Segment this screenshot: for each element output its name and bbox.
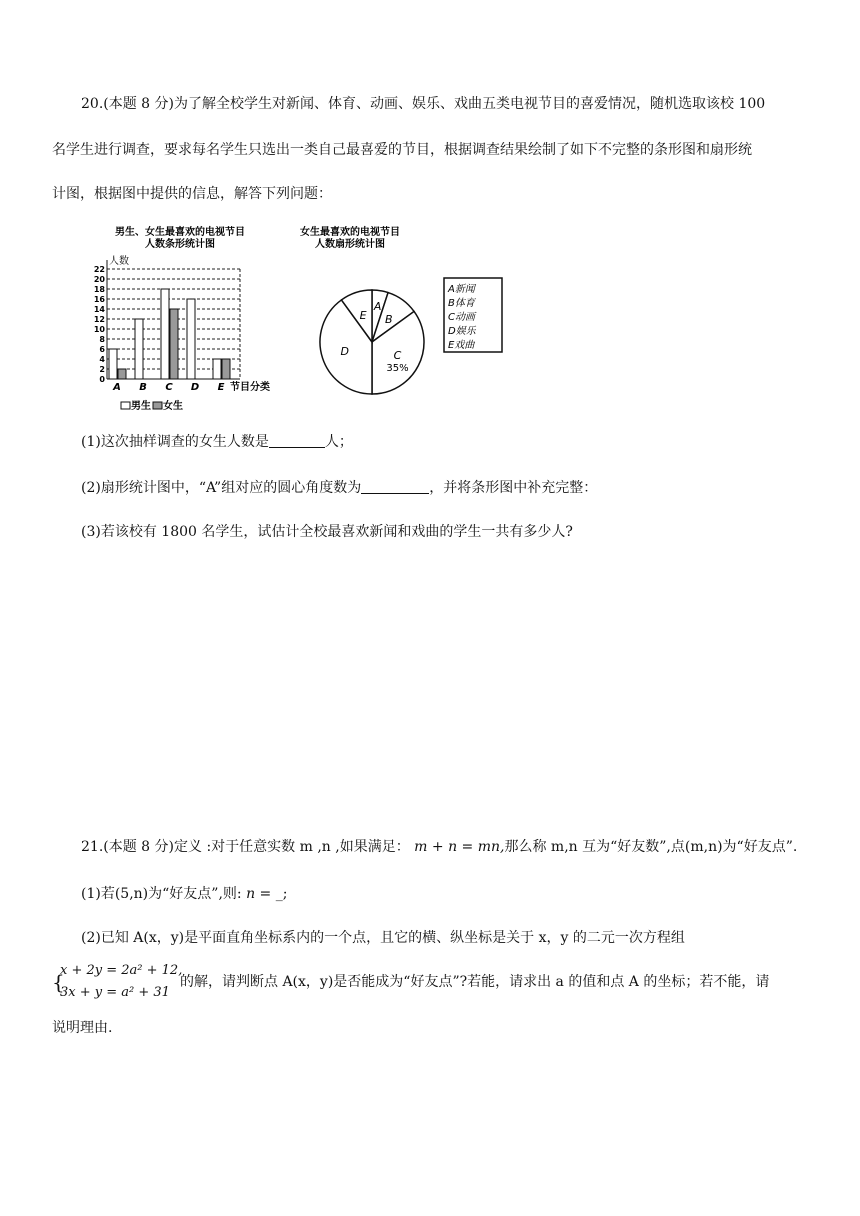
q21-line1-text: 21.(本题 8 分)定义 :对于任意实数 m ,n ,如果满足： [81, 839, 410, 855]
answer-blank-2[interactable] [361, 479, 429, 494]
x-tick-label: C [165, 382, 173, 393]
q20-line3: 计图，根据图中提供的信息，解答下列问题： [52, 186, 332, 202]
pie-legend-a: A新闻 [448, 284, 475, 295]
bar-chart-ylabel: 人数 [109, 256, 129, 267]
pie-legend-e: E戏曲 [448, 340, 475, 351]
q21-equation: m + n = mn, [414, 839, 505, 855]
answer-blank-1[interactable] [269, 433, 325, 448]
bar-chart-title-line1: 男生、女生最喜欢的电视节目 [115, 227, 245, 238]
y-tick-label: 20 [93, 275, 105, 284]
pie-label-B: B [385, 312, 393, 326]
x-tick-label: B [139, 382, 147, 393]
q21-sub1-text: (1)若(5,n)为“好友点”,则: [81, 886, 242, 902]
q21-sub2-line2: 的解，请判断点 A(x，y)是否能成为“好友点”?若能，请求出 a 的值和点 A 的坐标；若不能，请 [180, 974, 770, 990]
pie-label-E: E [359, 308, 367, 322]
pie-label-C: C [393, 348, 402, 362]
y-tick-label: 6 [99, 345, 105, 354]
system-brace: { [52, 970, 65, 994]
q20-line1: 20.(本题 8 分)为了解全校学生对新闻、体育、动画、娱乐、戏曲五类电视节目的喜爱情况，随机选取该校 100 [81, 96, 766, 112]
y-tick-label: 0 [99, 375, 105, 384]
bar-chart-title-line2: 人数条形统计图 [145, 239, 215, 250]
bar-C-女生 [170, 309, 178, 379]
q20-sub2 [81, 478, 597, 498]
pie-chart-title-line2: 人数扇形统计图 [315, 239, 385, 250]
q20-line2: 名学生进行调查，要求每名学生只选出一类自己最喜爱的节目，根据调查结果绘制了如下不完整的条形图和扇形统 [52, 142, 752, 158]
bar-E-女生 [222, 359, 230, 379]
pie-label-A: A [373, 300, 382, 314]
q20-sub1 [81, 432, 353, 452]
bar-E-男生 [213, 359, 221, 379]
bar-C-男生 [161, 289, 169, 379]
q21-sub2-line3: 说明理由. [52, 1020, 113, 1036]
q20-sub2-tail: ，并将条形图中补充完整： [429, 480, 598, 496]
legend-female: 女生 [163, 401, 183, 412]
q21-sub1 [81, 884, 287, 904]
q20-sub3: (3)若该校有 1800 名学生，试估计全校最喜欢新闻和戏曲的学生一共有多少人? [81, 524, 573, 540]
legend-swatch-female [153, 402, 162, 409]
y-tick-label: 10 [93, 325, 105, 334]
q21-sub1-eq: n = [246, 886, 272, 902]
pie-legend-c: C动画 [448, 312, 475, 323]
q21-line1 [81, 837, 797, 857]
legend-male: 男生 [131, 401, 151, 412]
x-tick-label: E [217, 382, 225, 393]
system-eq1: x + 2y = 2a² + 12, [60, 963, 183, 978]
q20-sub1-text: (1)这次抽样调查的女生人数是 [81, 434, 269, 450]
bar-A-女生 [118, 369, 126, 379]
system-eq2: 3x + y = a² + 31 [60, 985, 170, 1000]
y-tick-label: 4 [99, 355, 105, 364]
y-tick-label: 12 [93, 315, 105, 324]
y-tick-label: 16 [93, 295, 105, 304]
x-tick-label: A [113, 382, 121, 393]
pie-chart [300, 222, 510, 402]
bar-D-男生 [187, 299, 195, 379]
legend-swatch-male [121, 402, 130, 409]
y-tick-label: 8 [99, 335, 105, 344]
y-tick-label: 22 [93, 265, 105, 274]
pie-legend-b: B体育 [448, 298, 475, 309]
pie-chart-title-line1: 女生最喜欢的电视节目 [300, 227, 400, 238]
q20-sub1-tail: 人； [324, 434, 353, 450]
y-tick-label: 18 [93, 285, 105, 294]
q20-sub2-text: (2)扇形统计图中，“A”组对应的圆心角度数为 [81, 480, 362, 496]
pie-legend-d: D娱乐 [448, 326, 476, 337]
q21-line1-tail: 那么称 m,n 互为“好友数”,点(m,n)为“好友点”. [504, 839, 798, 855]
y-tick-label: 2 [99, 365, 105, 374]
pie-percent-C: 35% [386, 362, 409, 374]
x-tick-label: D [190, 382, 200, 393]
equation-system [52, 961, 182, 1005]
q21-sub1-tail: _; [275, 886, 288, 902]
bar-chart [85, 222, 300, 417]
y-tick-label: 14 [93, 305, 105, 314]
bar-chart-xlabel: 节目分类 [230, 382, 270, 393]
bar-A-男生 [109, 349, 117, 379]
pie-label-D: D [340, 344, 350, 358]
bar-B-男生 [135, 319, 143, 379]
q21-sub2-line1: (2)已知 A(x，y)是平面直角坐标系内的一个点，且它的横、纵坐标是关于 x，y 的二元一次方程组 [81, 930, 685, 946]
